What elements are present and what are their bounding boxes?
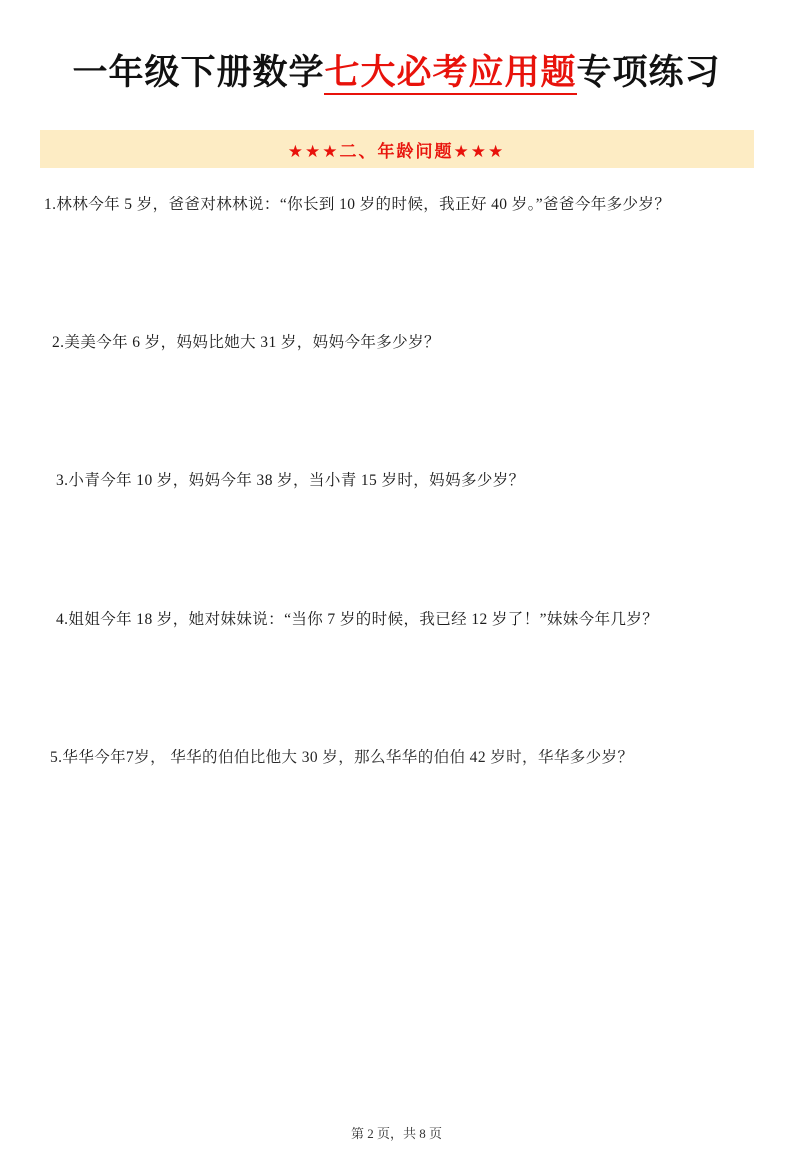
question-list xyxy=(38,190,755,773)
document-page xyxy=(0,52,793,1174)
page-title xyxy=(38,52,755,94)
question-item: 1.林林今年 5 岁，爸爸对林林说：“你长到 10 岁的时候，我正好 40 岁。”爸爸今年多少岁？ xyxy=(44,196,671,213)
section-banner-label: ★★★二、年龄问题★★★ xyxy=(287,141,506,161)
question-item: 2.美美今年 6 岁，妈妈比她大 31 岁，妈妈今年多少岁？ xyxy=(52,334,440,352)
question-item: 3.小青今年 10 岁，妈妈今年 38 岁，当小青 15 岁时，妈妈多少岁？ xyxy=(56,472,525,490)
title-segment-3: 专项练习 xyxy=(576,53,721,92)
page-footer: 第 2 页，共 8 页 xyxy=(350,1126,442,1141)
title-segment-1: 一年级下册数学 xyxy=(72,53,325,92)
section-banner xyxy=(40,130,754,168)
question-item: 5.华华今年7岁， 华华的伯伯比他大 30 岁，那么华华的伯伯 42 岁时，华华多少岁？ xyxy=(50,748,634,766)
title-segment-2: 七大必考应用题 xyxy=(324,53,576,95)
question-item: 4.姐姐今年 18 岁，她对妹妹说：“当你 7 岁的时候，我已经 12 岁了！”妹妹今年几岁？ xyxy=(56,610,659,628)
